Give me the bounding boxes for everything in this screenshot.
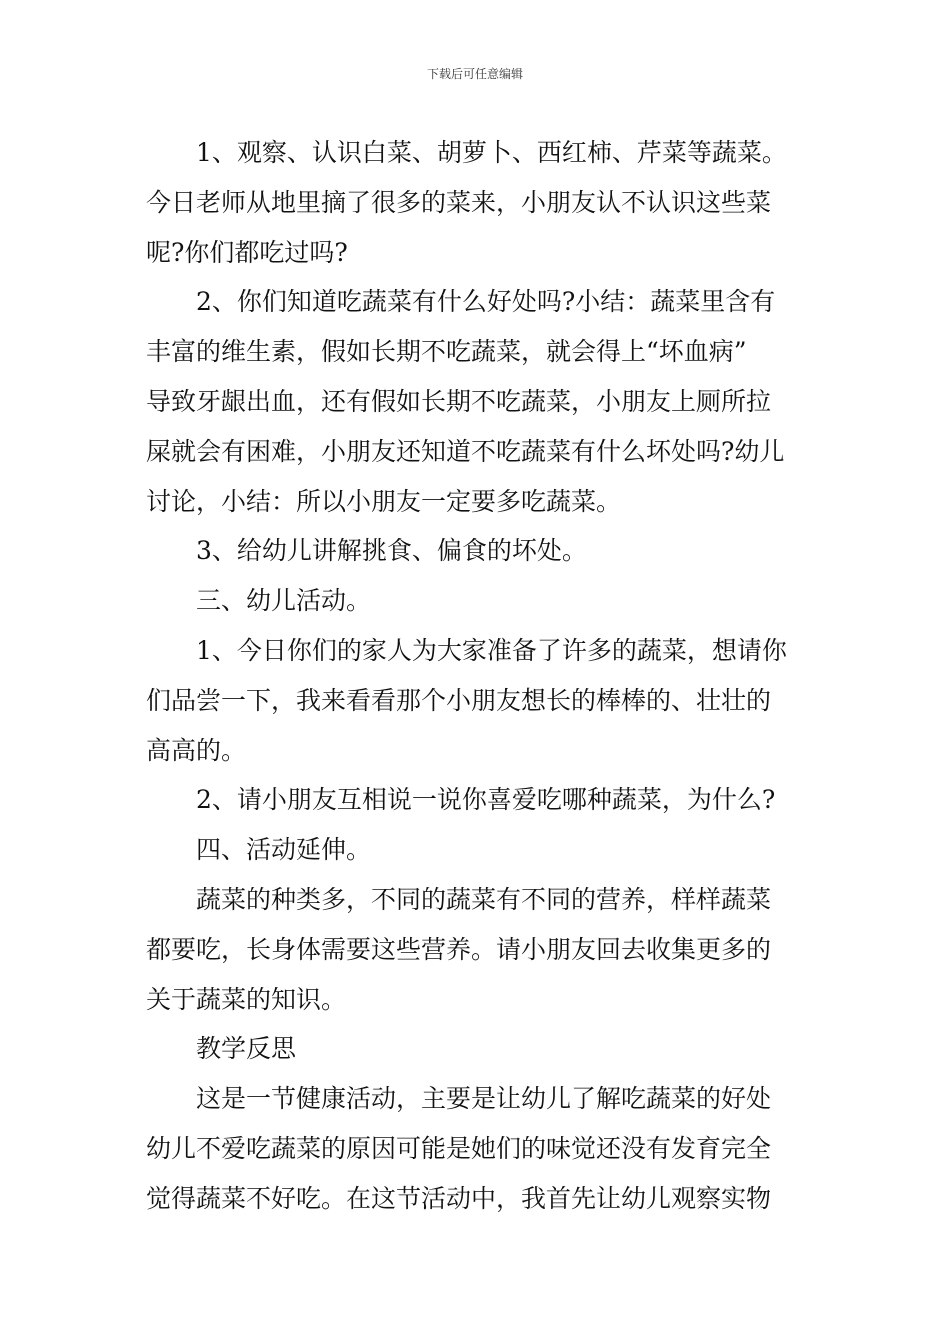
text-line: 1、观察、认识白菜、胡萝卜、西红柿、芹菜等蔬菜。 — [196, 138, 787, 167]
paragraph-picky-eating — [146, 526, 810, 576]
text-line: 教学反思 — [196, 1034, 297, 1064]
text-line: 幼儿不爱吃蔬菜的原因可能是她们的味觉还没有发育完全 — [146, 1133, 772, 1163]
paragraph-reflection — [146, 1074, 810, 1223]
text-line: 1、今日你们的家人为大家准备了许多的蔬菜，想请你 — [196, 635, 787, 665]
page-header: 下载后可任意编辑 — [426, 67, 523, 81]
text-line: 导致牙龈出血，还有假如长期不吃蔬菜，小朋友上厕所拉 — [146, 386, 772, 416]
text-line: 屎就会有困难，小朋友还知道不吃蔬菜有什么坏处吗?幼儿 — [146, 436, 785, 466]
text-line: 蔬菜的种类多，不同的蔬菜有不同的营养，样样蔬菜 — [196, 884, 772, 914]
section-heading-activity — [146, 576, 810, 626]
text-line: 3、给幼儿讲解挑食、偏食的坏处。 — [196, 536, 587, 566]
paragraph-extension — [146, 875, 810, 1024]
paragraph-tasting — [146, 626, 810, 775]
text-line: 们品尝一下，我来看看那个小朋友想长的棒棒的、壮壮的 — [146, 685, 772, 715]
text-line: 高高的。 — [146, 735, 247, 765]
document-body — [146, 128, 810, 1224]
text-line: 2、请小朋友互相说一说你喜爱吃哪种蔬菜，为什么? — [196, 785, 776, 815]
text-line: 都要吃，长身体需要这些营养。请小朋友回去收集更多的 — [146, 934, 772, 964]
text-line: 这是一节健康活动，主要是让幼儿了解吃蔬菜的好处 — [196, 1084, 772, 1114]
paragraph-observe-vegetables — [146, 128, 810, 277]
paragraph-vegetable-benefits — [146, 277, 810, 526]
text-line: 今日老师从地里摘了很多的菜来，小朋友认不认识这些菜 — [146, 187, 772, 217]
text-line: 三、幼儿活动。 — [196, 586, 372, 616]
text-line: 呢?你们都吃过吗? — [146, 237, 348, 267]
section-heading-reflection — [146, 1024, 810, 1074]
text-line: 丰富的维生素，假如长期不吃蔬菜，就会得上“坏血病” — [146, 337, 747, 367]
text-line: 讨论，小结：所以小朋友一定要多吃蔬菜。 — [146, 486, 622, 516]
text-line: 关于蔬菜的知识。 — [146, 984, 347, 1014]
section-heading-extension — [146, 825, 810, 875]
paragraph-discussion — [146, 775, 810, 825]
text-line: 四、活动延伸。 — [196, 835, 372, 865]
text-line: 2、你们知道吃蔬菜有什么好处吗?小结：蔬菜里含有 — [196, 287, 776, 317]
text-line: 觉得蔬菜不好吃。在这节活动中，我首先让幼儿观察实物 — [146, 1183, 772, 1213]
